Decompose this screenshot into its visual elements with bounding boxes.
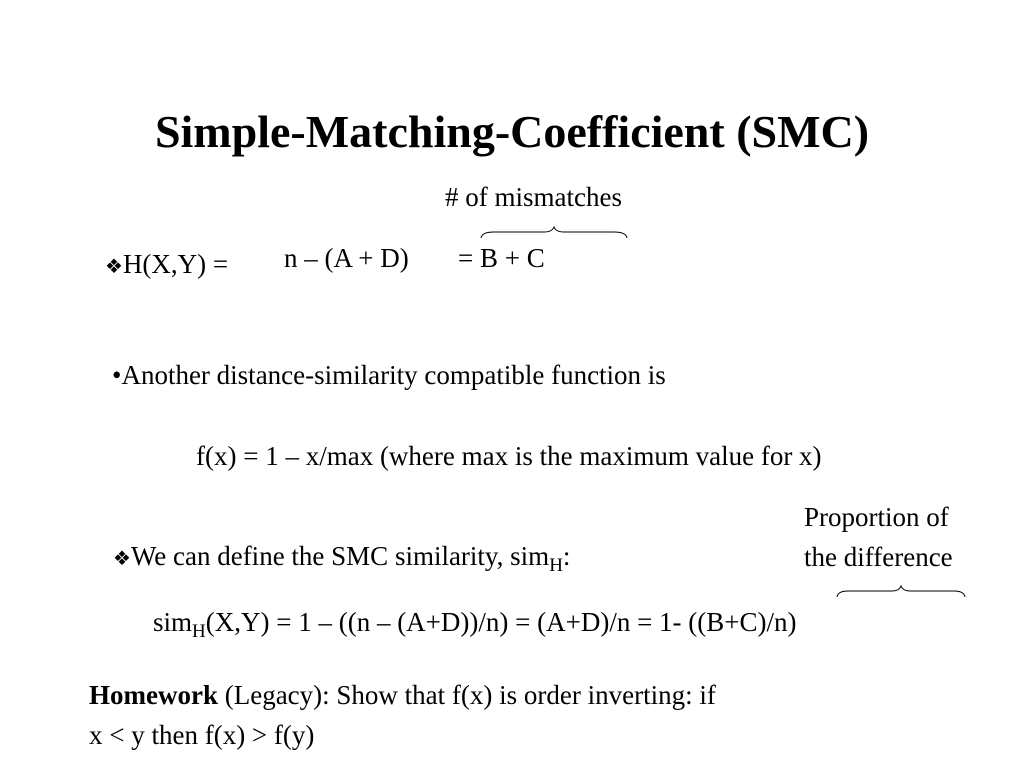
diamond-bullet-icon: ❖ bbox=[113, 548, 131, 570]
hamming-middle: n – (A + D) bbox=[284, 243, 409, 273]
hamming-line bbox=[105, 251, 228, 278]
proportion-label-line1: Proportion of bbox=[804, 502, 949, 532]
sim-formula-prefix: sim bbox=[153, 607, 193, 637]
define-smc-line bbox=[113, 541, 571, 576]
hamming-rhs: = B + C bbox=[458, 243, 545, 273]
define-smc-suffix: : bbox=[562, 541, 571, 571]
proportion-brace bbox=[836, 585, 966, 599]
mismatches-brace bbox=[480, 226, 628, 240]
sim-formula bbox=[153, 607, 797, 642]
f-formula: f(x) = 1 – x/max (where max is the maximum value for x) bbox=[196, 441, 822, 471]
homework-label: Homework bbox=[89, 680, 218, 710]
another-function-line bbox=[112, 362, 666, 389]
homework-line1 bbox=[89, 682, 716, 709]
define-smc-subscript: H bbox=[549, 555, 563, 576]
hamming-lhs: H(X,Y) = bbox=[122, 249, 229, 279]
proportion-label-line2: the difference bbox=[804, 542, 953, 572]
define-smc-text: We can define the SMC similarity, sim bbox=[130, 541, 550, 571]
slide-title: Simple-Matching-Coefficient (SMC) bbox=[154, 106, 870, 157]
homework-text: (Legacy): Show that f(x) is order inverting: if bbox=[217, 680, 716, 710]
mismatches-label: # of mismatches bbox=[445, 182, 622, 212]
round-bullet-icon: • bbox=[112, 360, 122, 390]
sim-formula-rest: (X,Y) = 1 – ((n – (A+D))/n) = (A+D)/n = 1- ((B+C)/n) bbox=[205, 607, 797, 637]
sim-formula-subscript: H bbox=[192, 621, 206, 642]
another-function-text: Another distance-similarity compatible function is bbox=[121, 360, 666, 390]
homework-line2: x < y then f(x) > f(y) bbox=[89, 720, 315, 750]
diamond-bullet-icon: ❖ bbox=[105, 256, 123, 278]
